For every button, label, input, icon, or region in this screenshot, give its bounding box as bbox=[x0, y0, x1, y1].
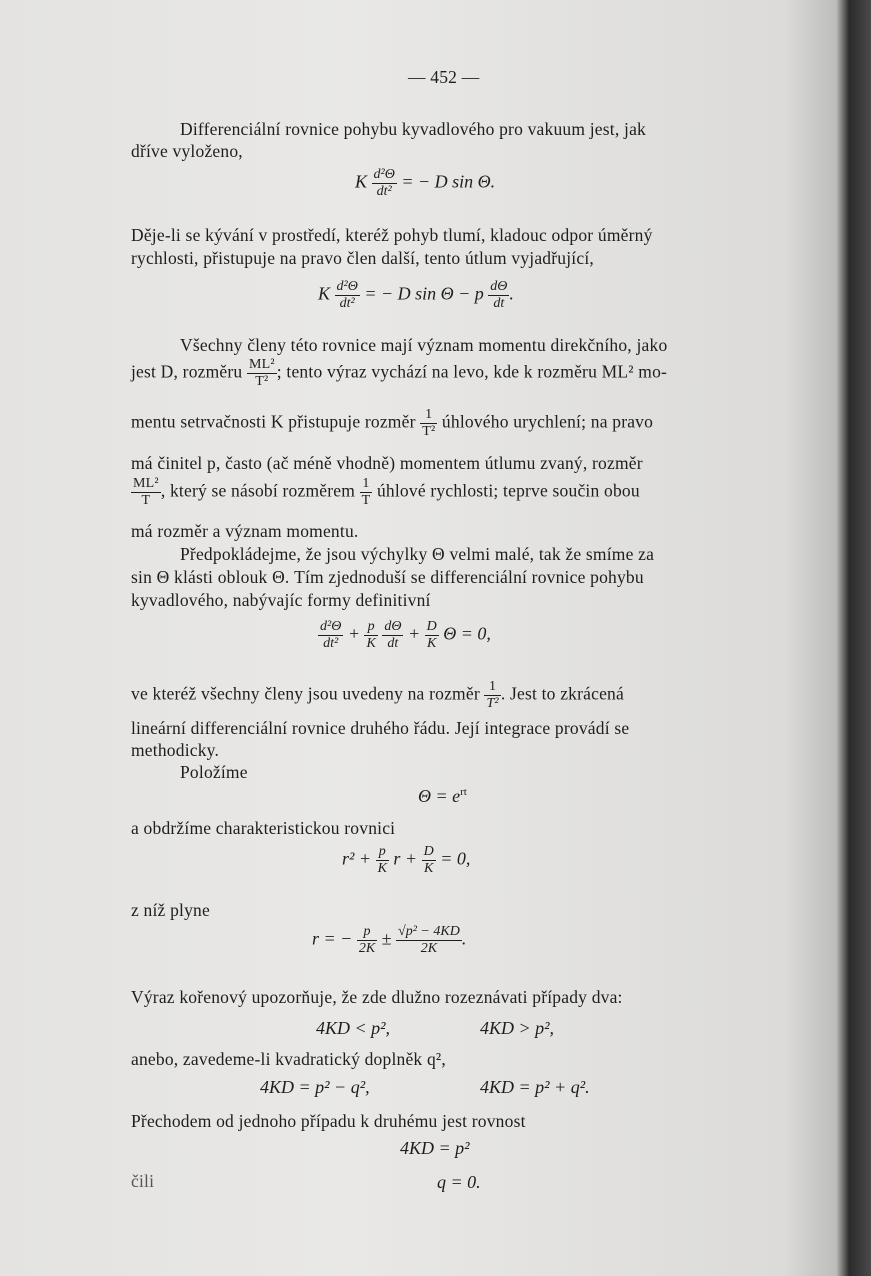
text-line: Předpokládejme, že jsou výchylky Θ velmi malé, tak že smíme za bbox=[180, 544, 655, 564]
equation-10: q = 0. bbox=[437, 1172, 481, 1192]
text-line: čili bbox=[131, 1171, 155, 1191]
text-line: Differenciální rovnice pohybu kyvadlového pro vakuum jest, jak bbox=[180, 119, 646, 139]
text-line: jest D, rozměru $\frac{\text{ML²}}{\text{T²}}$ ; tento výraz vychází na levo, kde k rozměru ML² mo- bbox=[131, 357, 668, 389]
text-line: a obdržíme charakteristickou rovnici bbox=[131, 818, 396, 838]
equation-3: $\frac{\text{d²Θ}}{\text{dt²}}$ + $\frac{p}{K}$ $\frac{d\Theta}{dt}$ + $\frac{D}{K}$ Θ = 0, bbox=[320, 619, 491, 651]
equation-7b: 4KD > p², bbox=[480, 1018, 555, 1038]
equation-2: K $\frac{\text{d²Θ}}{\text{dt²}}$ = − D sin Θ − p $\frac{d\Theta}{dt}$ . bbox=[318, 279, 514, 311]
text-line: Výraz kořenový upozorňuje, že zde dlužno rozeznávati případy dva: bbox=[131, 987, 623, 1007]
equation-6: r = − $\frac{p}{2K}$ ± $\frac{\text{√p² − 4KD}}{2K}$ . bbox=[312, 924, 467, 956]
text-line: z níž plyne bbox=[131, 900, 210, 920]
text-line: má činitel p, často (ač méně vhodně) momentem útlumu zvaný, rozměr bbox=[131, 453, 643, 473]
text-line: methodicky. bbox=[131, 740, 220, 760]
text-line: Děje-li se kývání v prostředí, kteréž pohyb tlumí, kladouc odpor úměrný bbox=[131, 225, 653, 245]
text-line: anebo, zavedeme-li kvadratický doplněk q², bbox=[131, 1049, 446, 1069]
text-line: mentu setrvačnosti K přistupuje rozměr $\frac{1}{\text{T²}}$ úhlového urychlení; na pravo bbox=[131, 407, 654, 439]
equation-1: K $\frac{\text{d²Θ}}{\text{dt²}}$ = − D sin Θ. bbox=[355, 167, 496, 199]
equation-7a: 4KD < p², bbox=[316, 1018, 391, 1038]
text-line: ve kteréž všechny členy jsou uvedeny na rozměr $\frac{1}{\text{T²}}$ . Jest to zkrácená bbox=[131, 679, 624, 711]
text-line: Přechodem od jednoho případu k druhému jest rovnost bbox=[131, 1111, 526, 1131]
text-line: rychlosti, přistupuje na pravo člen další, tento útlum vyjadřující, bbox=[131, 248, 594, 268]
text-line: dříve vyloženo, bbox=[131, 141, 243, 161]
text-line: $\frac{\text{ML²}}{T}$ , který se násobí rozměrem $\frac{1}{T}$ úhlové rychlosti; teprve součin obou bbox=[133, 476, 640, 508]
equation-9: 4KD = p² bbox=[400, 1138, 470, 1158]
page-number: — 452 — bbox=[408, 67, 480, 87]
text-line: Všechny členy této rovnice mají význam momentu direkčního, jako bbox=[180, 335, 668, 355]
equation-8b: 4KD = p² + q². bbox=[480, 1077, 590, 1097]
text-line: lineární differenciální rovnice druhého řádu. Její integrace provádí se bbox=[131, 718, 630, 738]
text-line: má rozměr a význam momentu. bbox=[131, 521, 359, 541]
equation-4: $\Theta = e^{rt}$ bbox=[418, 786, 467, 806]
text-line: sin Θ klásti oblouk Θ. Tím zjednoduší se differenciální rovnice pohybu bbox=[131, 567, 644, 587]
equation-5: r² + $\frac{p}{K}$ r + $\frac{D}{K}$ = 0, bbox=[342, 844, 471, 876]
text-line: Položíme bbox=[180, 762, 248, 782]
text-line: kyvadlového, nabývajíc formy definitivní bbox=[131, 590, 431, 610]
equation-8a: 4KD = p² − q², bbox=[260, 1077, 370, 1097]
